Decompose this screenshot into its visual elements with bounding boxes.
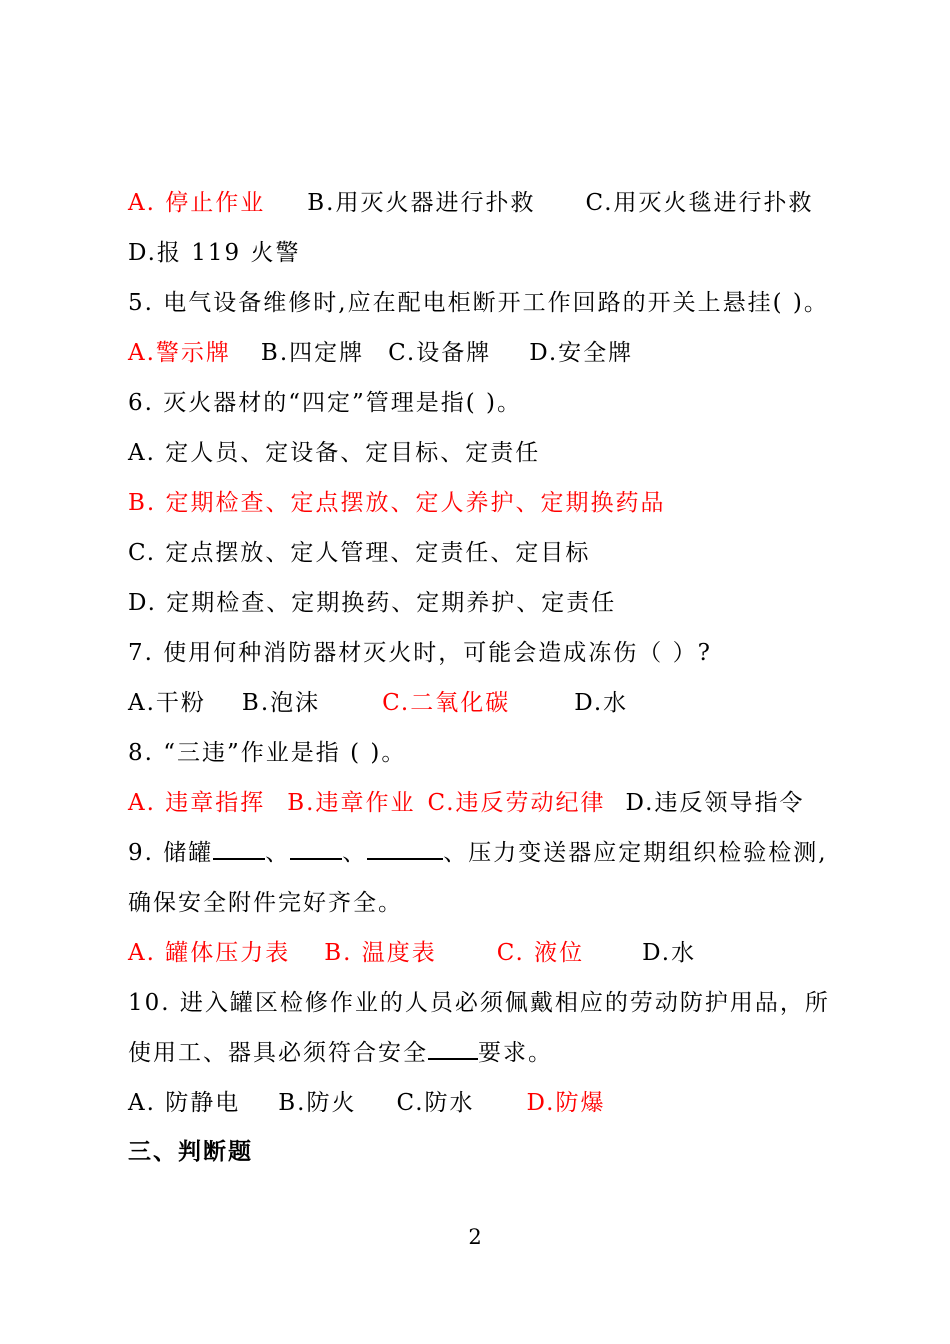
q5-option-b: B.四定牌 xyxy=(260,340,365,366)
page-number: 2 xyxy=(468,1225,482,1249)
q5-options-line xyxy=(128,336,832,370)
q5-stem: 5. 电气设备维修时,应在配电柜断开工作回路的开关上悬挂( )。 xyxy=(128,290,829,316)
q9-option-a: A. 罐体压力表 xyxy=(128,940,291,966)
q6-option-a: A. 定人员、定设备、定目标、定责任 xyxy=(128,440,541,466)
q9-blank-3 xyxy=(367,836,443,860)
q9-stem-line-2: 确保安全附件完好齐全。 xyxy=(128,890,403,916)
q7-option-d: D.水 xyxy=(574,690,629,716)
q8-option-c: C.违反劳动纪律 xyxy=(427,790,606,816)
q10-options-line xyxy=(128,1086,832,1120)
q4-option-b: B.用灭火器进行扑救 xyxy=(307,190,536,216)
q9-option-c: C. 液位 xyxy=(496,940,585,966)
q9-stem-line-1 xyxy=(128,836,832,870)
q8-stem: 8. “三违”作业是指 ( )。 xyxy=(128,740,407,766)
q6-option-b: B. 定期检查、定点摆放、定人养护、定期换药品 xyxy=(128,490,666,516)
q7-option-a: A.干粉 xyxy=(128,690,206,716)
q5-option-a: A.警示牌 xyxy=(128,340,231,366)
q9-stem-part-2: 、压力变送器应定期组织检验检测, xyxy=(443,840,828,866)
q9-option-b: B. 温度表 xyxy=(324,940,437,966)
q8-options-line xyxy=(128,786,832,820)
q7-options-line xyxy=(128,686,832,720)
q4-option-d: D.报 119 火警 xyxy=(128,240,301,266)
q9-stem-part-1: 9. 储罐 xyxy=(128,840,214,866)
section-heading: 三、判断题 xyxy=(128,1138,253,1165)
q7-option-c: C.二氧化碳 xyxy=(382,690,511,716)
q6-option-c: C. 定点摆放、定人管理、定责任、定目标 xyxy=(128,540,591,566)
q5-option-c: C.设备牌 xyxy=(388,340,492,366)
q10-stem-part-2: 要求。 xyxy=(478,1040,553,1066)
q6-stem: 6. 灭火器材的“四定”管理是指( )。 xyxy=(128,390,523,416)
q9-option-d: D.水 xyxy=(642,940,697,966)
q10-stem-line-2 xyxy=(128,1036,832,1070)
q10-option-c: C.防水 xyxy=(396,1090,475,1116)
q10-option-d: D.防爆 xyxy=(526,1090,606,1116)
q8-option-a: A. 违章指挥 xyxy=(128,790,266,816)
q10-option-a: A. 防静电 xyxy=(128,1090,241,1116)
q4-option-c: C.用灭火毯进行扑救 xyxy=(585,190,814,216)
q8-option-d: D.违反领导指令 xyxy=(625,790,805,816)
q10-blank xyxy=(428,1036,478,1060)
q4-options-line-2 xyxy=(128,236,832,270)
q7-option-b: B.泡沫 xyxy=(241,690,321,716)
q8-option-b: B.违章作业 xyxy=(287,790,416,816)
q10-stem-line-1: 10. 进入罐区检修作业的人员必须佩戴相应的劳动防护用品，所 xyxy=(128,990,830,1016)
q5-option-d: D.安全牌 xyxy=(529,340,634,366)
q6-option-d: D. 定期检查、定期换药、定期养护、定责任 xyxy=(128,590,617,616)
q9-options-line xyxy=(128,936,832,970)
q9-separator-2: 、 xyxy=(342,840,368,866)
q7-stem: 7. 使用何种消防器材灭火时，可能会造成冻伤（ ）? xyxy=(128,640,712,666)
q9-separator-1: 、 xyxy=(265,840,291,866)
q10-option-b: B.防火 xyxy=(278,1090,357,1116)
q10-stem-part-1: 使用工、器具必须符合安全 xyxy=(128,1040,428,1066)
q4-option-a: A. 停止作业 xyxy=(128,190,266,216)
q9-blank-2 xyxy=(290,836,342,860)
q4-options-line xyxy=(128,186,832,220)
q9-blank-1 xyxy=(213,836,265,860)
